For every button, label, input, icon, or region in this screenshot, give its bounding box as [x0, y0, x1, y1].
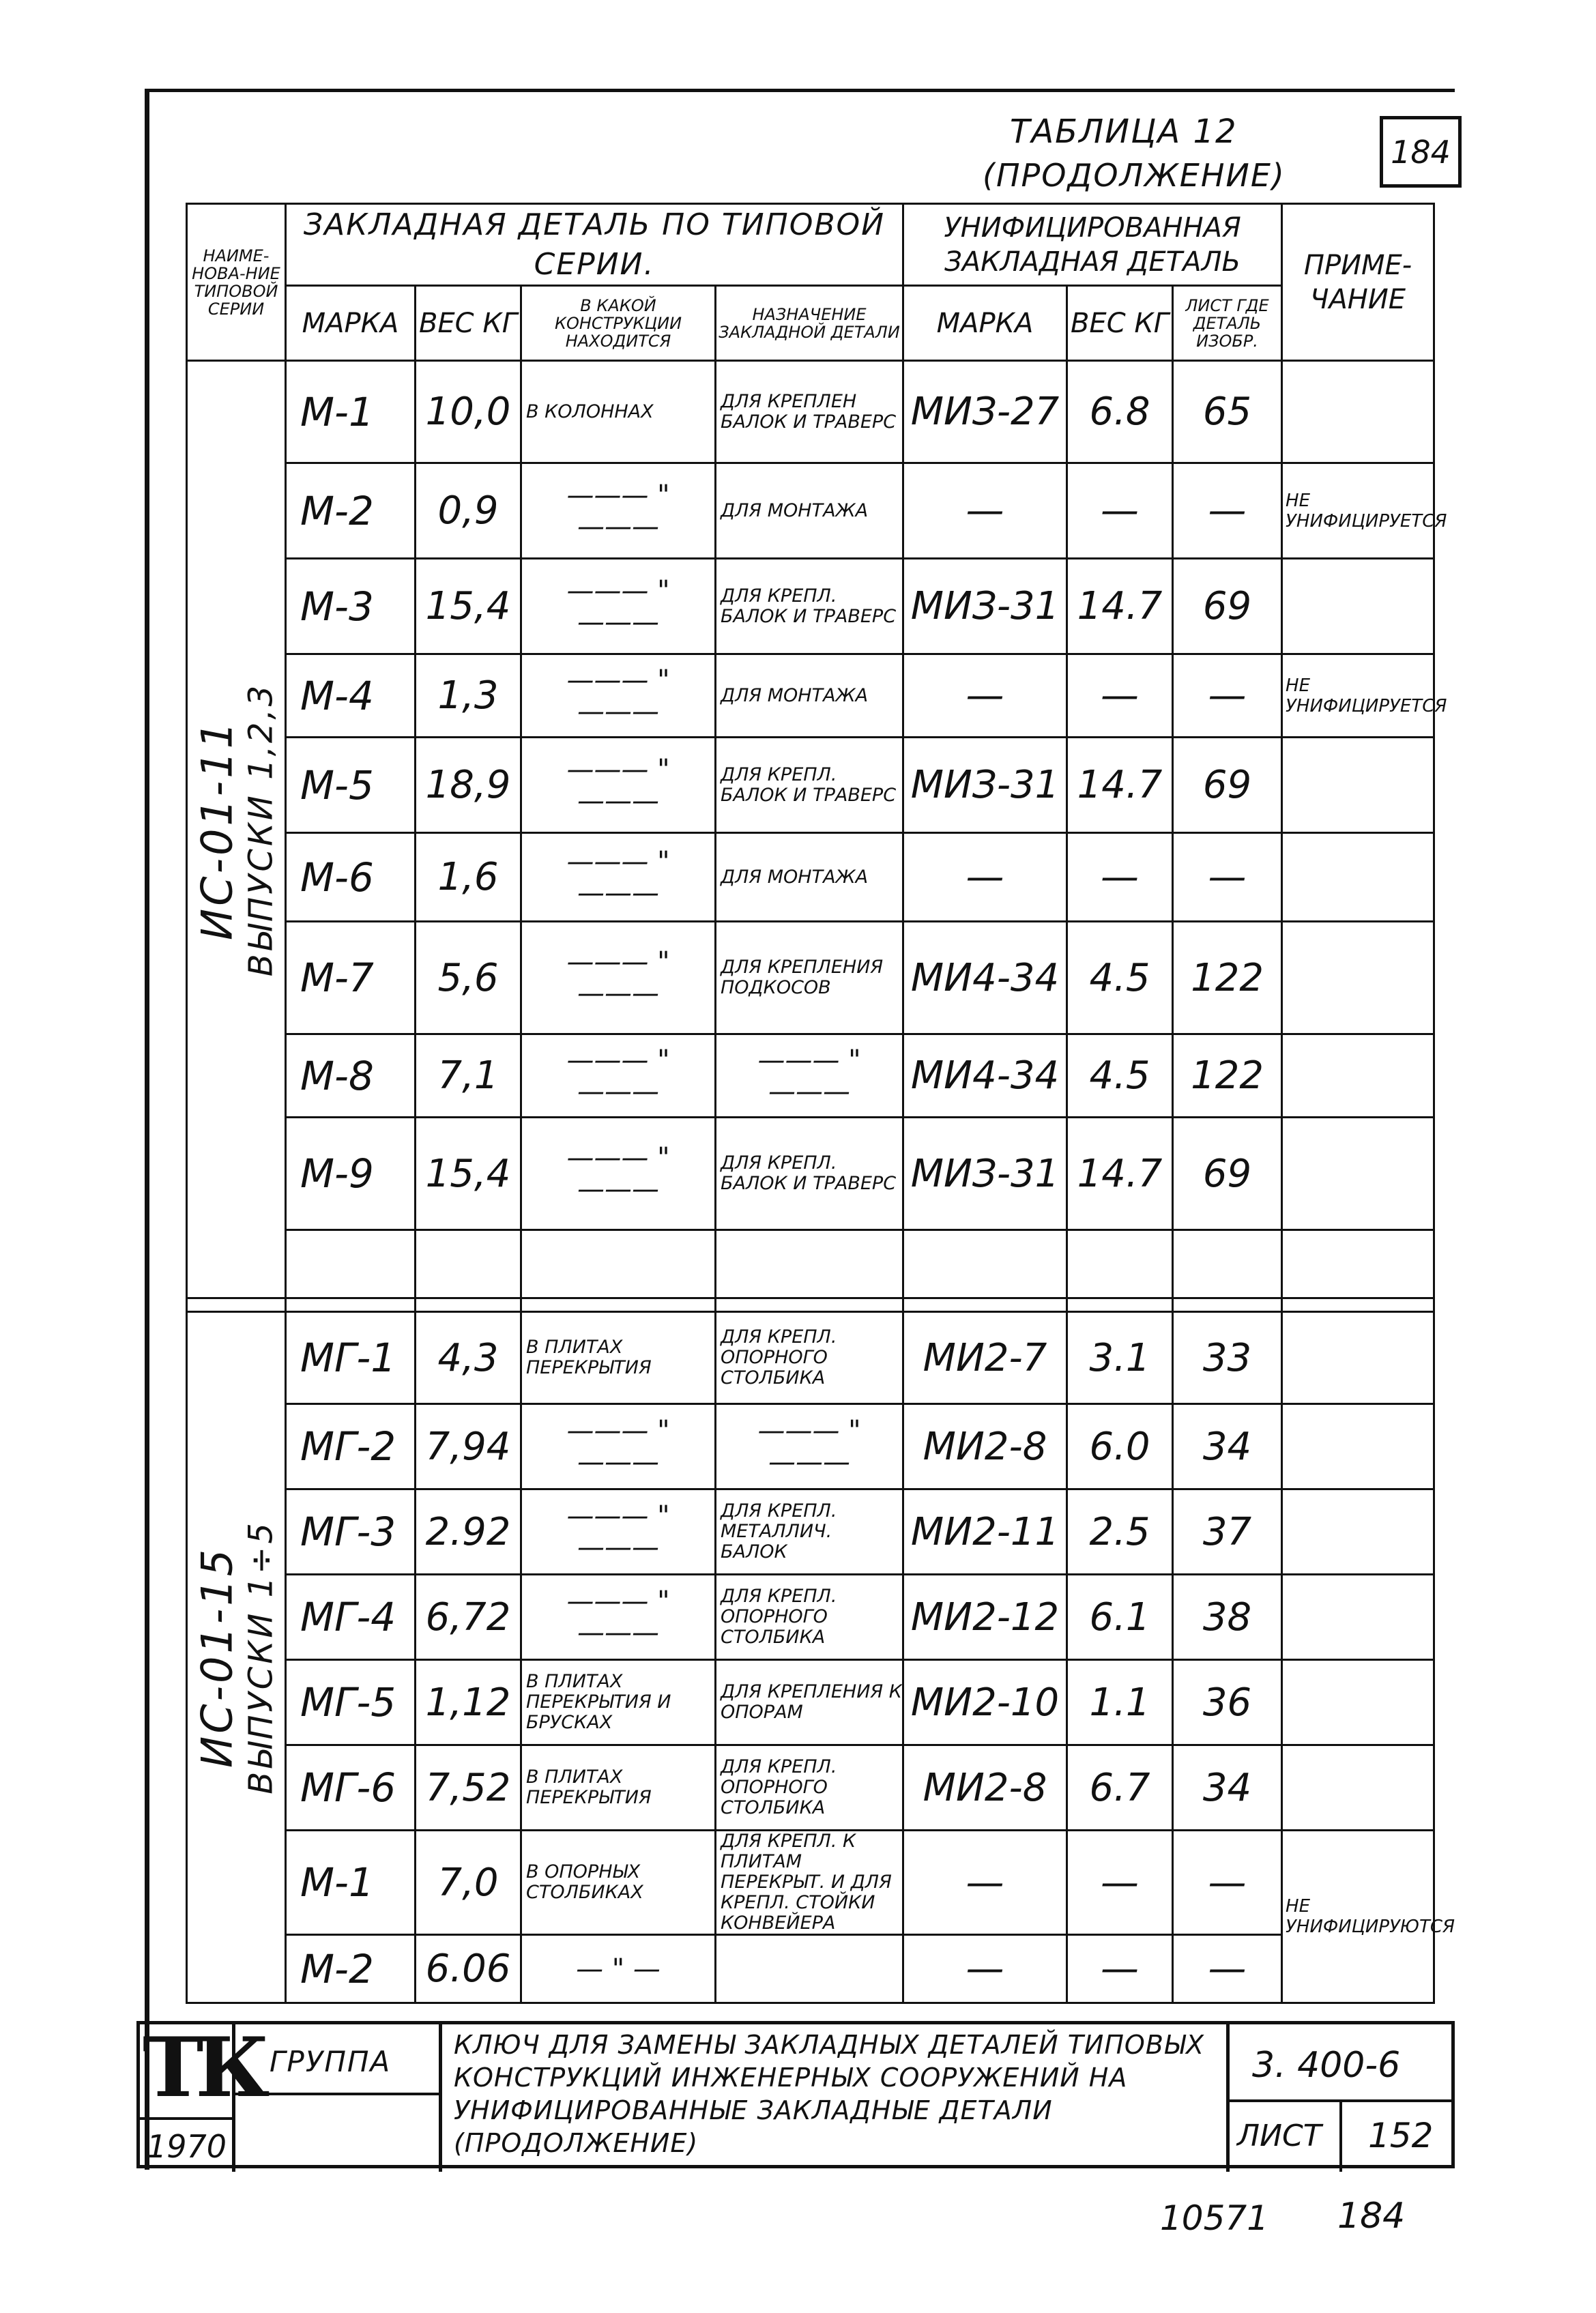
series-issues: ВЫПУСКИ 1÷5 — [242, 1520, 280, 1794]
cell-construction: ——— " ——— — [521, 559, 716, 654]
table-row — [187, 361, 1434, 463]
cell-construction: В ПЛИТАХ ПЕРЕКРЫТИЯ И БРУСКАХ — [521, 1660, 716, 1745]
header-unified-mark: МАРКА — [903, 286, 1067, 361]
cell-mark: М-8 — [286, 1034, 416, 1118]
cell-construction: ——— " ——— — [521, 1118, 716, 1230]
cell-unified-sheet: 34 — [1173, 1745, 1282, 1831]
inventory-number: 10571 — [1160, 2198, 1269, 2238]
cell-unified-sheet: 122 — [1173, 922, 1282, 1034]
cell-unified-mark: МИ2-8 — [903, 1745, 1067, 1831]
cell-construction: В ПЛИТАХ ПЕРЕКРЫТИЯ — [521, 1745, 716, 1831]
cell-weight: 1,3 — [416, 654, 521, 738]
cell-weight: 7,1 — [416, 1034, 521, 1118]
cell-unified-weight: 6.0 — [1067, 1404, 1173, 1489]
cell-weight: 7,94 — [416, 1404, 521, 1489]
cell-purpose: ДЛЯ КРЕПЛ. МЕТАЛЛИЧ. БАЛОК — [716, 1489, 903, 1575]
cell-unified-mark: МИ2-12 — [903, 1575, 1067, 1660]
empty-cell — [1173, 1298, 1282, 1312]
title-block — [136, 2021, 1455, 2168]
cell-unified-weight: — — [1067, 463, 1173, 559]
cell-unified-mark: — — [903, 1831, 1067, 1935]
cell-unified-weight: 6.8 — [1067, 361, 1173, 463]
cell-unified-sheet: — — [1173, 463, 1282, 559]
cell-unified-mark: МИ2-8 — [903, 1404, 1067, 1489]
table-title: ТАБЛИЦА 12 — [1010, 113, 1238, 151]
cell-construction: В ОПОРНЫХ СТОЛБИКАХ — [521, 1831, 716, 1935]
table-row — [187, 1312, 1434, 1404]
cell-unified-mark: — — [903, 1935, 1067, 2003]
cell-construction: ——— " ——— — [521, 1404, 716, 1489]
cell-purpose: ДЛЯ КРЕПЛЕНИЯ ПОДКОСОВ — [716, 922, 903, 1034]
cell-mark: МГ-4 — [286, 1575, 416, 1660]
cell-unified-mark: МИ2-11 — [903, 1489, 1067, 1575]
sheet-number: 152 — [1368, 2116, 1434, 2155]
cell-purpose: ДЛЯ КРЕПЛ. БАЛОК И ТРАВЕРС — [716, 1118, 903, 1230]
cell-purpose: ДЛЯ МОНТАЖА — [716, 833, 903, 922]
cell-unified-weight: 3.1 — [1067, 1312, 1173, 1404]
cell-purpose: ДЛЯ КРЕПЛ. ОПОРНОГО СТОЛБИКА — [716, 1312, 903, 1404]
table-row — [187, 654, 1434, 738]
empty-cell — [416, 1298, 521, 1312]
header-note: ПРИМЕ-ЧАНИЕ — [1282, 204, 1434, 361]
cell-construction: ——— " ——— — [521, 833, 716, 922]
cell-mark: М-2 — [286, 1935, 416, 2003]
cell-construction: ——— " ——— — [521, 1034, 716, 1118]
empty-cell — [416, 1230, 521, 1298]
cell-unified-mark: МИ4-34 — [903, 1034, 1067, 1118]
cell-unified-sheet: — — [1173, 1935, 1282, 2003]
empty-cell — [716, 1298, 903, 1312]
cell-note — [1282, 738, 1434, 833]
cell-weight: 15,4 — [416, 559, 521, 654]
cell-unified-weight: — — [1067, 833, 1173, 922]
table-row — [187, 559, 1434, 654]
sheet-corner-number: 184 — [1380, 116, 1462, 188]
cell-unified-weight: 6.7 — [1067, 1745, 1173, 1831]
cell-mark: МГ-5 — [286, 1660, 416, 1745]
cell-mark: М-2 — [286, 463, 416, 559]
cell-note — [1282, 1034, 1434, 1118]
cell-unified-sheet: 69 — [1173, 559, 1282, 654]
cell-weight: 7,52 — [416, 1745, 521, 1831]
cell-unified-mark: МИ2-7 — [903, 1312, 1067, 1404]
header-construction: В КАКОЙ КОНСТРУКЦИИ НАХОДИТСЯ — [521, 286, 716, 361]
table-row — [187, 922, 1434, 1034]
group-label: ГРУППА — [270, 2045, 392, 2078]
empty-cell — [1173, 1230, 1282, 1298]
cell-mark: М-1 — [286, 1831, 416, 1935]
empty-cell — [1282, 1298, 1434, 1312]
header-unified-weight: ВЕС КГ — [1067, 286, 1173, 361]
cell-unified-sheet: 69 — [1173, 738, 1282, 833]
empty-cell — [1067, 1230, 1173, 1298]
cell-unified-sheet: 122 — [1173, 1034, 1282, 1118]
table-row — [187, 1660, 1434, 1745]
cell-note — [1282, 1745, 1434, 1831]
cell-note — [1282, 922, 1434, 1034]
header-weight: ВЕС КГ — [416, 286, 521, 361]
empty-cell — [1282, 1230, 1434, 1298]
empty-cell — [286, 1298, 416, 1312]
cell-weight: 4,3 — [416, 1312, 521, 1404]
empty-cell — [1067, 1298, 1173, 1312]
cell-weight: 7,0 — [416, 1831, 521, 1935]
cell-construction: ——— " ——— — [521, 1489, 716, 1575]
series-name: ИС-01-11 — [192, 718, 242, 940]
empty-cell — [903, 1230, 1067, 1298]
cell-purpose: ДЛЯ КРЕПЛ. БАЛОК И ТРАВЕРС — [716, 559, 903, 654]
cell-note — [1282, 1404, 1434, 1489]
cell-construction: ——— " ——— — [521, 1575, 716, 1660]
table-row — [187, 1831, 1434, 1935]
series-issues: ВЫПУСКИ 1,2,3 — [242, 682, 280, 976]
cell-mark: МГ-6 — [286, 1745, 416, 1831]
table-row — [187, 1404, 1434, 1489]
series-label — [192, 682, 280, 976]
cell-purpose: ДЛЯ МОНТАЖА — [716, 654, 903, 738]
cell-unified-mark: — — [903, 833, 1067, 922]
header-mark: МАРКА — [286, 286, 416, 361]
table-row — [187, 463, 1434, 559]
cell-unified-sheet: 65 — [1173, 361, 1282, 463]
sheet-label: ЛИСТ — [1237, 2119, 1322, 2153]
cell-purpose: ДЛЯ КРЕПЛ. К ПЛИТАМ ПЕРЕКРЫТ. И ДЛЯ КРЕПЛ. СТОЙКИ КОНВЕЙЕРА — [716, 1831, 903, 1935]
cell-unified-sheet: 37 — [1173, 1489, 1282, 1575]
cell-unified-weight: 1.1 — [1067, 1660, 1173, 1745]
cell-unified-sheet: 69 — [1173, 1118, 1282, 1230]
cell-purpose: ДЛЯ КРЕПЛ. БАЛОК И ТРАВЕРС — [716, 738, 903, 833]
table-row — [187, 1935, 1434, 2003]
cell-unified-weight: — — [1067, 1935, 1173, 2003]
header-unified-sheet: ЛИСТ ГДЕ ДЕТАЛЬ ИЗОБР. — [1173, 286, 1282, 361]
cell-weight: 6.06 — [416, 1935, 521, 2003]
year: 1970 — [147, 2128, 227, 2165]
cell-construction: ——— " ——— — [521, 463, 716, 559]
cell-note — [1282, 1489, 1434, 1575]
cell-mark: М-3 — [286, 559, 416, 654]
cell-mark: М-9 — [286, 1118, 416, 1230]
cell-mark: М-1 — [286, 361, 416, 463]
cell-unified-weight: 14.7 — [1067, 559, 1173, 654]
cell-unified-mark: МИ2-10 — [903, 1660, 1067, 1745]
cell-purpose: ——— " ——— — [716, 1034, 903, 1118]
cell-mark: М-7 — [286, 922, 416, 1034]
cell-unified-mark: МИ4-34 — [903, 922, 1067, 1034]
cell-note — [1282, 1312, 1434, 1404]
cell-unified-weight: — — [1067, 1831, 1173, 1935]
table-row — [187, 1034, 1434, 1118]
series-label-cell — [187, 361, 286, 1298]
header-purpose: НАЗНАЧЕНИЕ ЗАКЛАДНОЙ ДЕТАЛИ — [716, 286, 903, 361]
cell-unified-mark: МИЗ-31 — [903, 559, 1067, 654]
cell-construction: ——— " ——— — [521, 654, 716, 738]
cell-note — [1282, 1660, 1434, 1745]
cell-purpose: ДЛЯ КРЕПЛЕН БАЛОК И ТРАВЕРС — [716, 361, 903, 463]
cell-unified-sheet: 33 — [1173, 1312, 1282, 1404]
cell-mark: МГ-2 — [286, 1404, 416, 1489]
cell-unified-weight: 14.7 — [1067, 738, 1173, 833]
cell-unified-sheet: 38 — [1173, 1575, 1282, 1660]
doc-code: 3. 400-6 — [1252, 2045, 1401, 2086]
table-row — [187, 1745, 1434, 1831]
cell-note — [1282, 1575, 1434, 1660]
cell-mark: М-4 — [286, 654, 416, 738]
cell-unified-sheet: — — [1173, 833, 1282, 922]
cell-weight: 15,4 — [416, 1118, 521, 1230]
empty-cell — [903, 1298, 1067, 1312]
cell-construction: ——— " ——— — [521, 738, 716, 833]
series-label — [192, 1520, 280, 1794]
cell-unified-mark: — — [903, 463, 1067, 559]
cell-weight: 2.92 — [416, 1489, 521, 1575]
logo-tk: ТК — [143, 2020, 262, 2116]
cell-unified-weight: 4.5 — [1067, 922, 1173, 1034]
cell-unified-weight: — — [1067, 654, 1173, 738]
cell-purpose: ДЛЯ МОНТАЖА — [716, 463, 903, 559]
cell-unified-weight: 6.1 — [1067, 1575, 1173, 1660]
cell-purpose: ДЛЯ КРЕПЛ. ОПОРНОГО СТОЛБИКА — [716, 1575, 903, 1660]
cell-unified-sheet: — — [1173, 1831, 1282, 1935]
table-row — [187, 1489, 1434, 1575]
cell-mark: МГ-1 — [286, 1312, 416, 1404]
cell-weight: 6,72 — [416, 1575, 521, 1660]
cell-note — [1282, 559, 1434, 654]
cell-unified-sheet: 36 — [1173, 1660, 1282, 1745]
cell-weight: 1,6 — [416, 833, 521, 922]
empty-cell — [521, 1298, 716, 1312]
table-row — [187, 833, 1434, 922]
cell-purpose: ——— " ——— — [716, 1404, 903, 1489]
cell-unified-weight: 2.5 — [1067, 1489, 1173, 1575]
cell-note — [1282, 361, 1434, 463]
cell-construction: В ПЛИТАХ ПЕРЕКРЫТИЯ — [521, 1312, 716, 1404]
series-name: ИС-01-15 — [192, 1546, 242, 1769]
cell-note — [1282, 1118, 1434, 1230]
empty-cell — [286, 1230, 416, 1298]
cell-unified-mark: МИЗ-31 — [903, 1118, 1067, 1230]
cell-note — [1282, 833, 1434, 922]
cell-unified-mark: — — [903, 654, 1067, 738]
cell-note: НЕ УНИФИЦИРУЕТСЯ — [1282, 654, 1434, 738]
table-row — [187, 1575, 1434, 1660]
cell-purpose: ДЛЯ КРЕПЛЕНИЯ К ОПОРАМ — [716, 1660, 903, 1745]
cell-weight: 1,12 — [416, 1660, 521, 1745]
cell-purpose: ДЛЯ КРЕПЛ. ОПОРНОГО СТОЛБИКА — [716, 1745, 903, 1831]
cell-unified-sheet: 34 — [1173, 1404, 1282, 1489]
series-label-cell — [187, 1312, 286, 2003]
empty-cell — [716, 1230, 903, 1298]
cell-note: НЕ УНИФИЦИРУЕТСЯ — [1282, 463, 1434, 559]
cell-unified-weight: 14.7 — [1067, 1118, 1173, 1230]
cell-mark: М-5 — [286, 738, 416, 833]
cell-weight: 0,9 — [416, 463, 521, 559]
cell-unified-mark: МИЗ-31 — [903, 738, 1067, 833]
cell-construction: ——— " ——— — [521, 922, 716, 1034]
table-row — [187, 738, 1434, 833]
cell-unified-sheet: — — [1173, 654, 1282, 738]
cell-mark: М-6 — [286, 833, 416, 922]
footer-page: 184 — [1337, 2196, 1406, 2237]
empty-cell — [521, 1230, 716, 1298]
table-continuation: (ПРОДОЛЖЕНИЕ) — [983, 157, 1286, 194]
cell-purpose — [716, 1935, 903, 2003]
header-series-name: НАИМЕ-НОВА-НИЕ ТИПОВОЙ СЕРИИ — [187, 204, 286, 361]
parts-table — [186, 203, 1455, 2004]
cell-construction: В КОЛОННАХ — [521, 361, 716, 463]
cell-unified-mark: МИЗ-27 — [903, 361, 1067, 463]
table-row — [187, 1118, 1434, 1230]
cell-unified-weight: 4.5 — [1067, 1034, 1173, 1118]
cell-mark: МГ-3 — [286, 1489, 416, 1575]
cell-note-merged: НЕ УНИФИЦИРУЮТСЯ — [1282, 1831, 1434, 2003]
empty-cell — [187, 1298, 286, 1312]
cell-weight: 10,0 — [416, 361, 521, 463]
drawing-title: КЛЮЧ ДЛЯ ЗАМЕНЫ ЗАКЛАДНЫХ ДЕТАЛЕЙ ТИПОВЫХ КОНСТРУКЦИЙ ИНЖЕНЕРНЫХ СООРУЖЕНИЙ НА УНИФИЦИРОВАННЫЕ ЗАКЛАДНЫЕ ДЕТАЛИ (ПРОДОЛЖЕНИЕ) — [454, 2030, 1205, 2158]
header-unified-detail: УНИФИЦИРОВАННАЯ ЗАКЛАДНАЯ ДЕТАЛЬ — [903, 204, 1282, 286]
header-typical-detail: ЗАКЛАДНАЯ ДЕТАЛЬ ПО ТИПОВОЙ СЕРИИ. — [286, 204, 903, 286]
cell-weight: 18,9 — [416, 738, 521, 833]
cell-construction: — " — — [521, 1935, 716, 2003]
cell-weight: 5,6 — [416, 922, 521, 1034]
